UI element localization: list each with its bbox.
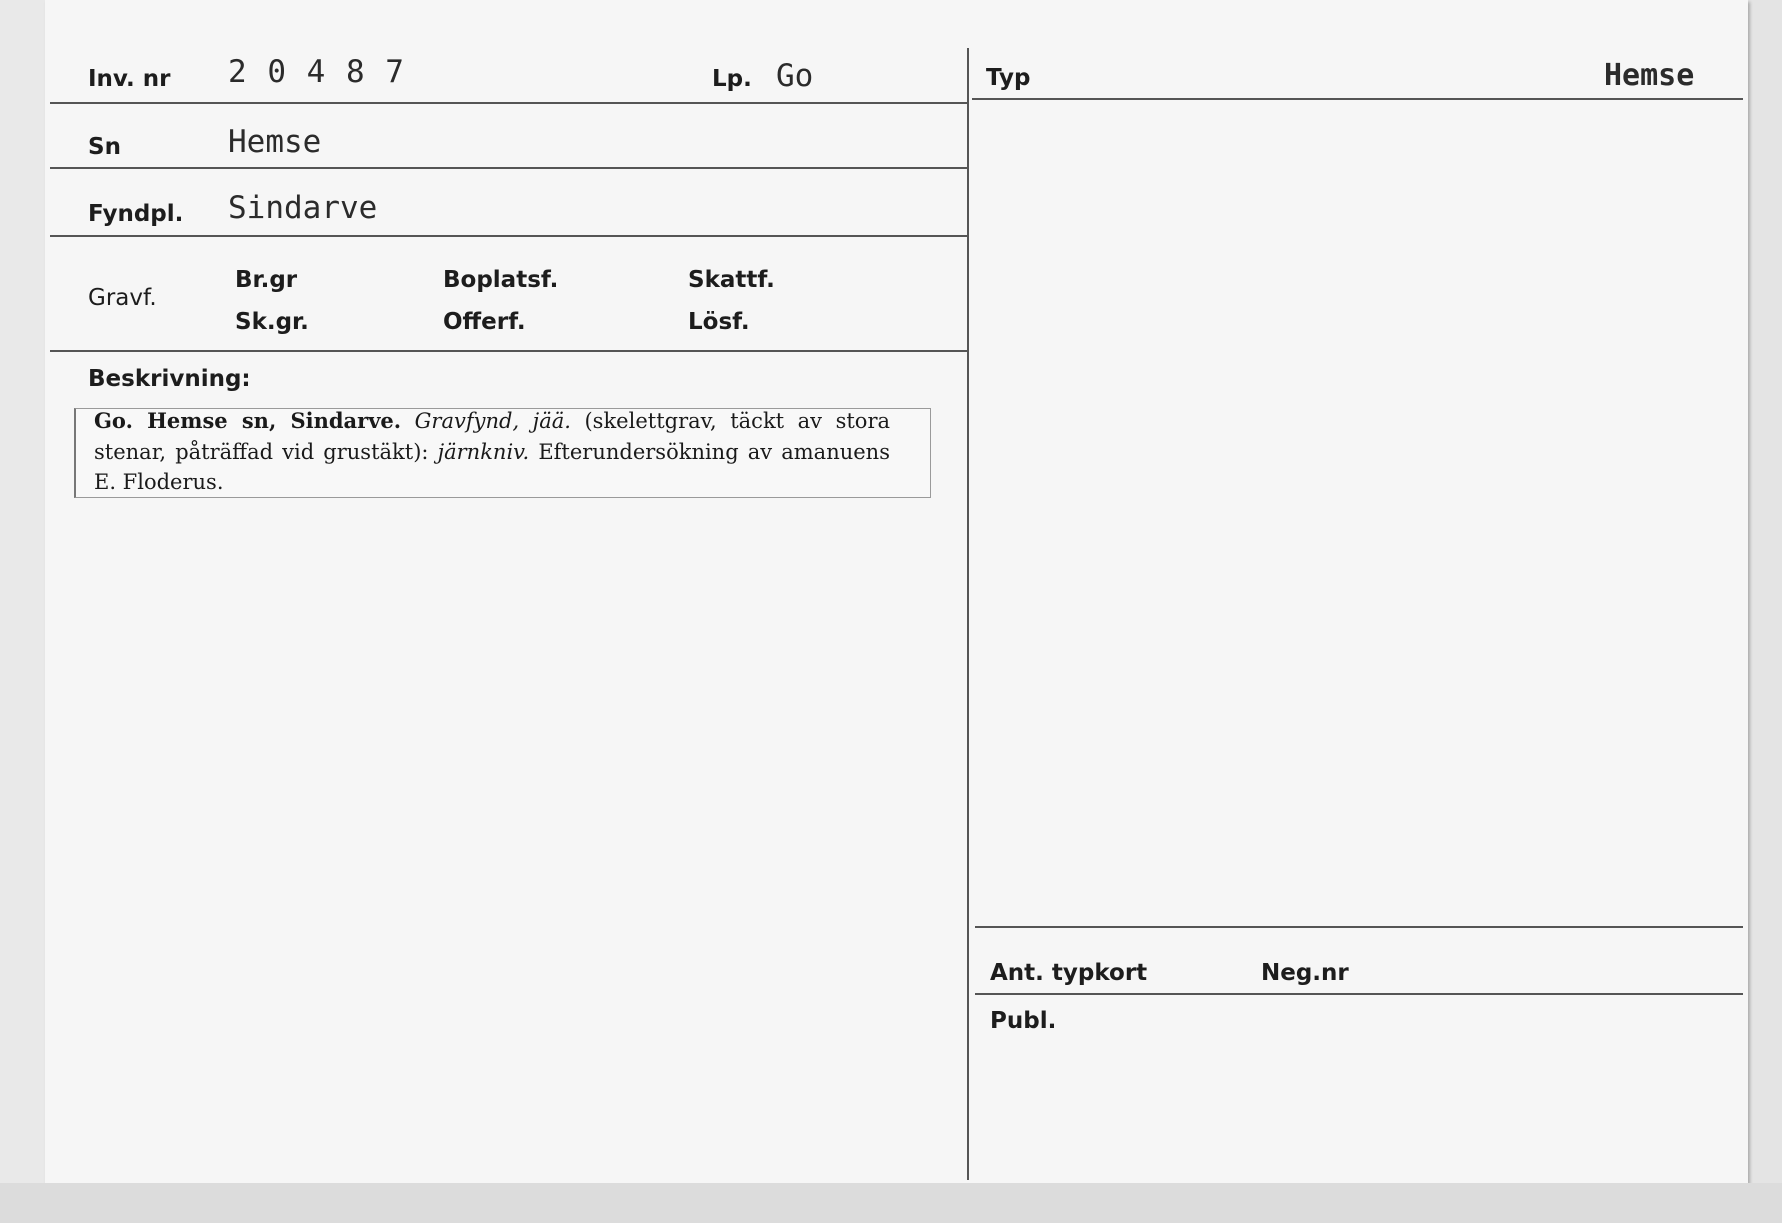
- rule-typkort-top: [975, 926, 1743, 928]
- rule-fyndpl: [50, 235, 967, 237]
- sn-value: Hemse: [228, 124, 322, 160]
- negnr-label: Neg.nr: [1261, 960, 1349, 986]
- description-note: Efterundersökning av amanuens E. Floderus.: [94, 439, 890, 494]
- typ-label: Typ: [986, 65, 1031, 91]
- publ-label: Publ.: [990, 1008, 1057, 1034]
- rule-sn: [50, 167, 967, 169]
- description-lead: Go. Hemse sn, Sindarve.: [94, 408, 402, 433]
- rule-gravf: [50, 350, 967, 352]
- inv-nr-value: 2 0 4 8 7: [228, 54, 405, 90]
- description-text: [94, 406, 890, 498]
- description-find-type: Gravfynd, jää.: [414, 409, 571, 433]
- lp-value: Go: [776, 58, 814, 94]
- rule-inv: [50, 102, 967, 104]
- lp-label: Lp.: [712, 66, 752, 92]
- column-divider: [967, 48, 969, 1180]
- scan-bottom-strip: [0, 1183, 1782, 1223]
- beskrivning-label: Beskrivning:: [88, 366, 251, 392]
- catalog-card: [45, 0, 1748, 1183]
- fyndpl-value: Sindarve: [228, 190, 378, 226]
- description-context: (skelettgrav, täckt av stora stenar, påträffad vid grustäkt):: [94, 409, 891, 464]
- scan-left-margin: [0, 0, 45, 1183]
- brgr-label: Br.gr: [235, 267, 298, 293]
- losf-label: Lösf.: [688, 309, 750, 335]
- fyndpl-label: Fyndpl.: [88, 201, 184, 227]
- offerf-label: Offerf.: [443, 309, 526, 335]
- skattf-label: Skattf.: [688, 267, 775, 293]
- rule-publ-top: [975, 993, 1743, 995]
- skgr-label: Sk.gr.: [235, 309, 309, 335]
- typ-value: Hemse: [1604, 58, 1695, 93]
- rule-typ: [972, 98, 1743, 100]
- inv-nr-label: Inv. nr: [88, 66, 171, 92]
- sn-label: Sn: [88, 134, 121, 160]
- description-object: järnkniv.: [437, 439, 530, 464]
- ant-typkort-label: Ant. typkort: [990, 960, 1148, 986]
- gravf-label: Gravf.: [88, 285, 157, 311]
- boplatsf-label: Boplatsf.: [443, 267, 559, 293]
